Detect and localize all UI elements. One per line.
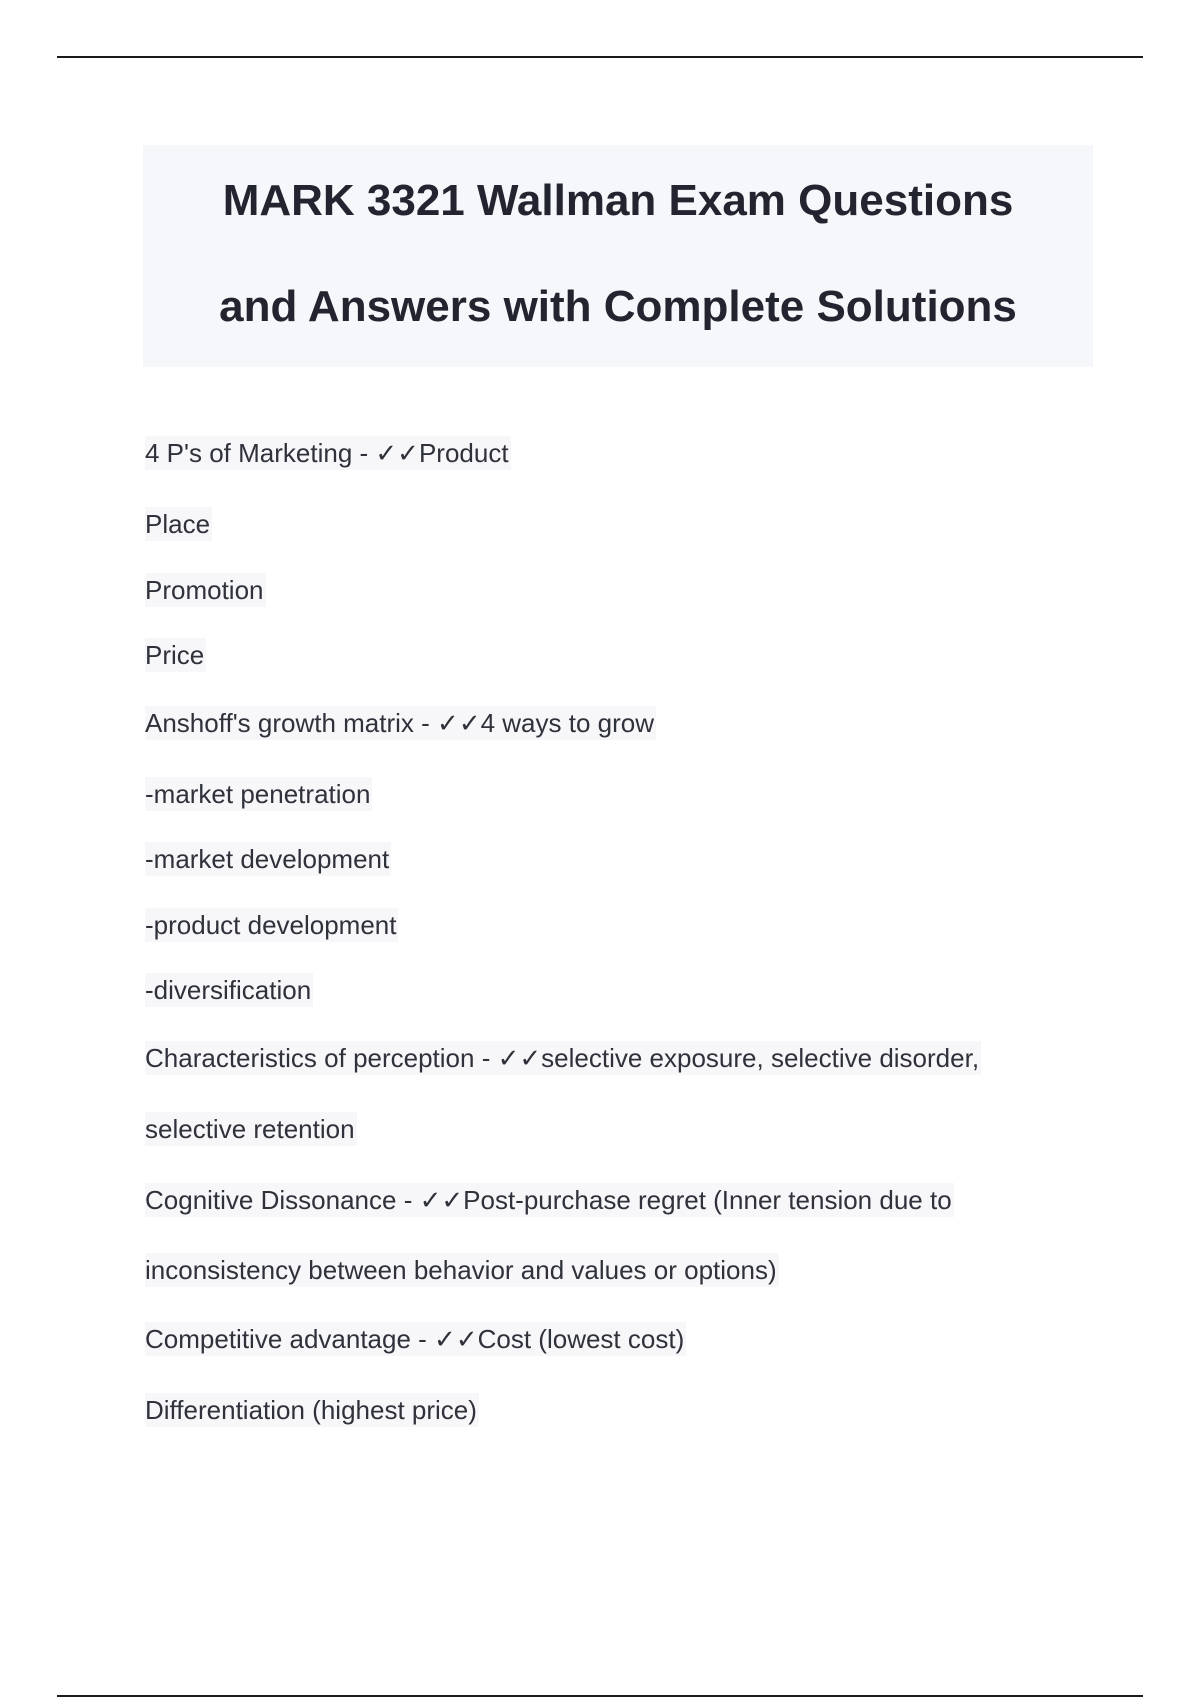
qa-line: Promotion [145,575,264,605]
qa-line: 4 P's of Marketing - ✓✓Product [145,438,509,468]
top-rule [57,56,1143,58]
qa-line: -market penetration [145,779,371,809]
bottom-rule [57,1695,1143,1697]
qa-line: Differentiation (highest price) [145,1395,477,1425]
qa-line: selective retention [145,1114,355,1144]
qa-line: -product development [145,910,397,940]
qa-line: inconsistency between behavior and values or options) [145,1255,777,1285]
qa-line: Characteristics of perception - ✓✓selective exposure, selective disorder, [145,1043,980,1073]
qa-line: Place [145,509,211,539]
qa-line: Cognitive Dissonance - ✓✓Post-purchase regret (Inner tension due to [145,1185,952,1215]
document-title-line-2: and Answers with Complete Solutions [219,282,1017,331]
qa-line: Price [145,640,205,670]
document-title-line-1: MARK 3321 Wallman Exam Questions [222,176,1014,225]
qa-line: -diversification [145,975,312,1005]
qa-line: Anshoff's growth matrix - ✓✓4 ways to grow [145,708,655,738]
qa-line: -market development [145,844,390,874]
title-block [143,145,1093,367]
qa-line: Competitive advantage - ✓✓Cost (lowest cost) [145,1324,685,1354]
